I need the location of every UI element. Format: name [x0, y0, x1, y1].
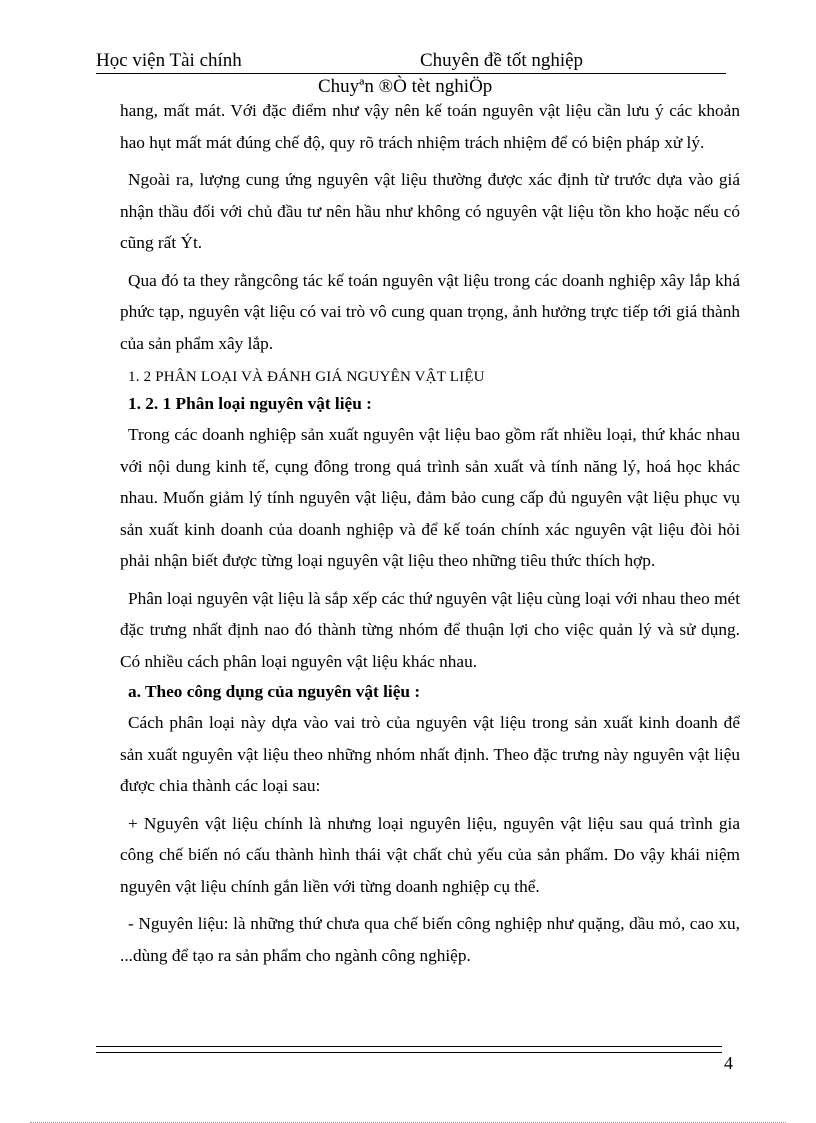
subsection-heading-1-2-1: 1. 2. 1 Phân loại nguyên vật liệu :	[128, 394, 372, 413]
paragraph-8: - Nguyên liệu: là những thứ chưa qua chế biến công nghiệp như quặng, dầu mỏ, cao xu, ...dùng để tạo ra sản phẩm cho ngành công nghiệp.	[120, 914, 740, 965]
header-rule	[96, 73, 726, 74]
section-heading: 1. 2 PHÂN LOẠI VÀ ĐÁNH GIÁ NGUYÊN VẬT LIỆU	[128, 369, 485, 385]
paragraph-1: hang, mất mát. Với đặc điểm như vậy nên kế toán nguyên vật liệu cần lưu ý các khoản hao hụt mất mát đúng chế độ, quy rõ trách nhiệm trách nhiệm để có biện pháp xử lý.	[120, 101, 740, 152]
paragraph-7: + Nguyên vật liệu chính là nhưng loại nguyên liệu, nguyên vật liệu sau quá trình gia công chế biến nó cấu thành hình thái vật chất chủ yếu của sản phẩm. Do vậy khái niệm nguyên vật liệu chính gắn liền với từng doanh nghiệp cụ thể.	[120, 813, 740, 896]
footer-rule	[96, 1046, 722, 1053]
subsection-heading-a: a. Theo công dụng của nguyên vật liệu :	[128, 682, 421, 701]
paragraph-3: Qua đó ta they rằngcông tác kế toán nguyên vật liệu trong các doanh nghiệp xây lắp khá phức tạp, nguyên vật liệu có vai trò vô cung quan trọng, ảnh hưởng trực tiếp tới giá thành của sản phẩm xây lắp.	[120, 270, 740, 353]
paragraph-5: Phân loại nguyên vật liệu là sắp xếp các thứ nguyên vật liệu cùng loại với nhau theo mét đặc trưng nhất định nao đó thành từng nhóm để thuận lợi cho việc quản lý và sử dụng. Có nhiều cách phân loại nguyên vật liệu khác nhau.	[120, 588, 740, 671]
header-institution: Học viện Tài chính	[96, 50, 242, 71]
paragraph-2: Ngoài ra, lượng cung ứng nguyên vật liệu thường được xác định từ trước dựa vào giá nhận thầu đối với chủ đầu tư nên hầu như không có nguyên vật liệu tồn kho hoặc nếu có cũng rất Ýt.	[120, 170, 740, 252]
header-document-type: Chuyên đề tốt nghiệp	[420, 50, 584, 71]
page-header	[96, 50, 726, 74]
paragraph-4: Trong các doanh nghiệp sản xuất nguyên vật liệu bao gồm rất nhiều loại, thứ khác nhau với nội dung kinh tế, cụng đông trong quá trình sản xuất và tính năng lý, hoá học khác nhau. Muốn giảm lý tính nguyên vật liệu, đảm bảo cung cấp đủ nguyên vật liệu phục vụ sản xuất kinh doanh của doanh nghiệp và để kế toán chính xác nguyên vật liệu đòi hỏi phải nhận biết được từng loại nguyên vật liệu theo những tiêu thức thích hợp.	[120, 425, 740, 570]
paragraph-6: Cách phân loại này dựa vào vai trò của nguyên vật liệu trong sản xuất kinh doanh để sản xuất nguyên vật liệu theo những nhóm nhất định. Theo đặc trưng này nguyên vật liệu được chia thành các loại sau:	[120, 713, 740, 795]
page-number: 4	[724, 1053, 733, 1073]
page-body	[120, 95, 740, 971]
header-garbled-title: Chuyªn ®Ò tèt nghiÖp	[318, 76, 493, 97]
